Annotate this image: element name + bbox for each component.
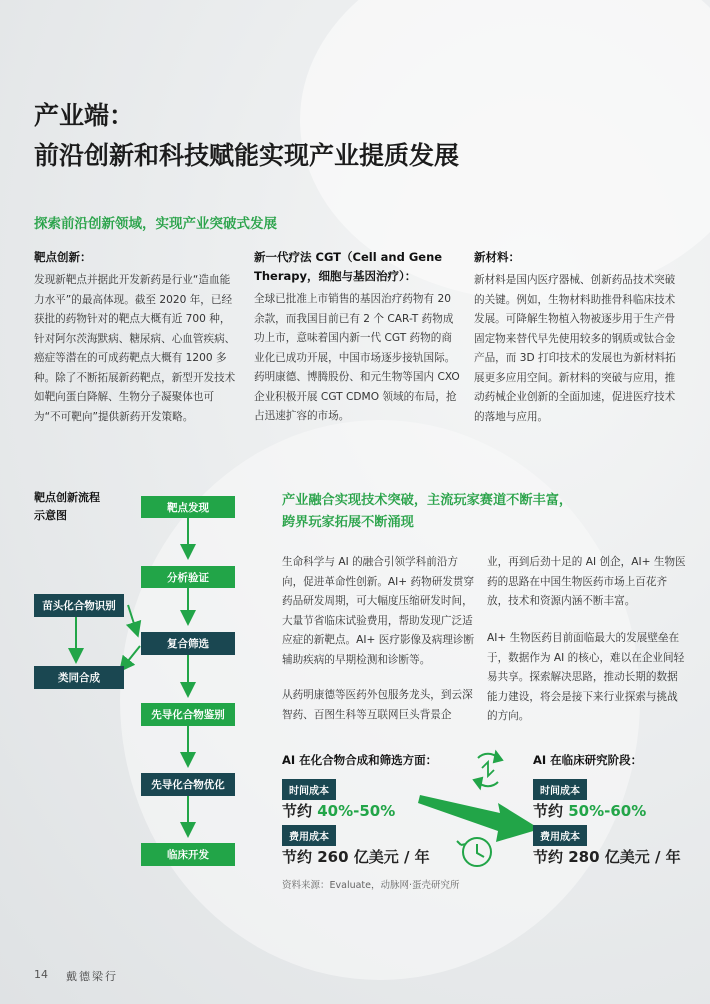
- flow-side-analog-synthesis: 类同合成: [34, 666, 124, 689]
- col2-heading: 新一代疗法 CGT（Cell and Gene Therapy，细胞与基因治疗）：: [254, 250, 443, 283]
- stats-left-cost-label: 费用成本: [282, 825, 336, 846]
- cycle-icon: [474, 752, 502, 788]
- page-title-line2: 前沿创新和科技赋能实现产业提质发展: [34, 141, 460, 170]
- flow-step-lead-optimization: 先导化合物优化: [141, 773, 235, 796]
- flow-step-target-discovery: 靶点发现: [141, 496, 235, 518]
- col1-body: 发现新靶点并据此开发新药是行业“造血能力水平”的最高体现。截至 2020 年，已经获批的药物针对的靶点大概有近 700 种，针对阿尔茨海默病、糖尿病、心血管疾病、癌症等潜在的可成药靶点大概有 1200 多种。除了不断拓展新药靶点，新型开发技术如靶向蛋白降解、生物分子凝聚体也可为“不可靶向”提供新药开发策略。: [34, 274, 236, 423]
- stats-right-time-prefix: 节约: [533, 802, 569, 820]
- page-number: 14: [34, 968, 48, 981]
- stats-right-heading: AI 在临床研究阶段：: [533, 753, 643, 767]
- stats-left-time-prefix: 节约: [282, 802, 318, 820]
- page-title-line1: 产业端：: [34, 101, 135, 130]
- stats-left-time-percent: 40%-50%: [317, 802, 396, 820]
- stats-left-cost-value: 节约 260 亿美元 / 年: [282, 848, 430, 866]
- flowchart-title-line2: 示意图: [34, 509, 67, 522]
- flow-step-analysis-validation: 分析验证: [141, 566, 235, 588]
- section2-heading: [282, 490, 692, 534]
- flow-side-hit-identification: 苗头化合物识别: [34, 594, 124, 617]
- section2-right-p1: 业，再到后劲十足的 AI 创企，AI+ 生物医药的思路在中国生物医药市场上百花齐放，技术和资源内涵不断丰富。: [487, 556, 686, 607]
- stats-left-time-value: [282, 800, 395, 821]
- col1-heading: 靶点创新：: [34, 250, 92, 264]
- col2-body: 全球已批准上市销售的基因治疗药物有 20 余款，而我国目前已有 2 个 CAR-T 药物成功上市，意味着国内新一代 CGT 药物的商业化已成功开展，中国市场逐步接轨国际。药明康德、博腾股份、和元生物等国内 CXO 企业积极开展 CGT CDMO 领域的布局，抢占迅速扩容的市场。: [254, 293, 460, 422]
- section1-subheading: 探索前沿创新领域，实现产业突破式发展: [34, 216, 277, 232]
- arrow-to-screening: [128, 605, 136, 630]
- stats-right-cost-label: 费用成本: [533, 825, 587, 846]
- stats-right-time-label: 时间成本: [533, 779, 587, 800]
- section2-left-p1: 生命科学与 AI 的融合引领学科前沿方向，促进革命性创新。AI+ 药物研发贯穿药品研发周期，可大幅度压缩研发时间，大量节省临床试验费用，帮助发现广泛适应症的新靶点。AI+ 医疗影像及病理诊断辅助疾病的早期检测和诊断等。: [282, 556, 475, 666]
- arrow-to-analog: [124, 646, 140, 666]
- col3-heading: 新材料：: [474, 250, 520, 264]
- section2-left-p2: 从药明康德等医药外包服务龙头，到云深智药、百图生科等互联网巨头背景企: [282, 689, 473, 721]
- stats-right-time-percent: 50%-60%: [568, 802, 647, 820]
- flow-step-clinical-development: 临床开发: [141, 843, 235, 866]
- col3-body: 新材料是国内医疗器械、创新药品技术突破的关键。例如，生物材料助推骨科临床技术发展。可降解生物植入物被逐步用于生产骨固定物来替代早先使用较多的钢质或钛合金产品，而 3D 打印技术的发展也为新材料拓展更多应用空间。新材料的突破与应用，推动药械企业创新的全面加速，促进医疗技术的落地与应用。: [474, 274, 676, 423]
- source-note: 资料来源：Evaluate，动脉网·蛋壳研究所: [282, 880, 460, 891]
- stats-right-cost-value: 节约 280 亿美元 / 年: [533, 848, 681, 866]
- section2-heading-line1: 产业融合实现技术突破，主流玩家赛道不断丰富，: [282, 493, 573, 508]
- stats-arrow: [418, 795, 540, 842]
- flow-step-compound-screening: 复合筛选: [141, 632, 235, 655]
- section2-heading-line2: 跨界玩家拓展不断涌现: [282, 515, 414, 530]
- section2-right-p2: AI+ 生物医药目前面临最大的发展壁垒在于，数据作为 AI 的核心，难以在企业间轻易共享。探索解决思路，推动长期的数据能力建设，将会是接下来行业探索与挑战的方向。: [487, 632, 685, 722]
- stats-left-heading: AI 在化合物合成和筛选方面：: [282, 753, 438, 767]
- stats-right-time-value: [533, 800, 646, 821]
- brand-name: 戴德梁行: [66, 970, 118, 983]
- stats-left-time-label: 时间成本: [282, 779, 336, 800]
- flow-step-lead-identification: 先导化合物鉴别: [141, 703, 235, 726]
- clock-icon: [457, 838, 491, 866]
- flowchart-title-line1: 靶点创新流程: [34, 491, 100, 504]
